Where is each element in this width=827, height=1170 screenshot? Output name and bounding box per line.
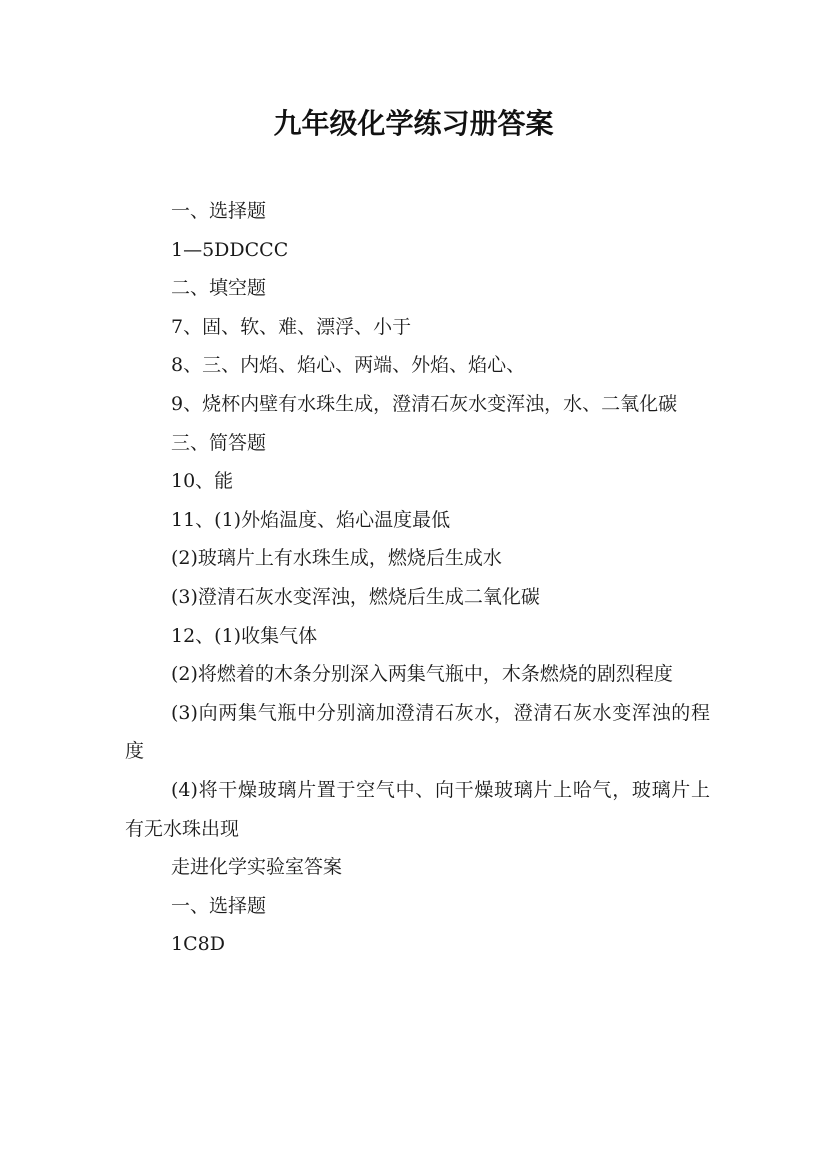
section-heading: 三、简答题: [171, 431, 267, 454]
answer-line: 11、(1)外焰温度、焰心温度最低: [171, 508, 451, 531]
answer-paragraph: (3)向两集气瓶中分别滴加澄清石灰水，澄清石灰水变浑浊的程度: [125, 701, 710, 763]
answer-line: 7、固、软、难、漂浮、小于: [171, 315, 412, 338]
answer-paragraph: (4)将干燥玻璃片置于空气中、向干燥玻璃片上哈气，玻璃片上有无水珠出现: [125, 778, 710, 840]
answer-line: 8、三、内焰、焰心、两端、外焰、焰心、: [171, 354, 526, 377]
answer-line: 10、能: [171, 470, 234, 493]
section-heading: 二、填空题: [171, 277, 267, 300]
answer-line: 1C8D: [171, 933, 225, 956]
answer-line: 1—5DDCCC: [171, 238, 289, 261]
section-title: 走进化学实验室答案: [171, 856, 343, 879]
answer-line: 12、(1)收集气体: [171, 624, 318, 647]
document-title: 九年级化学练习册答案: [273, 107, 554, 140]
answer-paragraph: (2)将燃着的木条分别深入两集气瓶中，木条燃烧的剧烈程度: [171, 663, 673, 686]
answer-paragraph: 9、烧杯内壁有水珠生成，澄清石灰水变浑浊，水、二氧化碳: [171, 392, 678, 415]
document-body: [125, 192, 710, 964]
section-heading: 一、选择题: [171, 894, 267, 917]
answer-line: (3)澄清石灰水变浑浊，燃烧后生成二氧化碳: [171, 585, 540, 608]
answer-line: (2)玻璃片上有水珠生成，燃烧后生成水: [171, 547, 502, 570]
section-heading: 一、选择题: [171, 200, 267, 222]
